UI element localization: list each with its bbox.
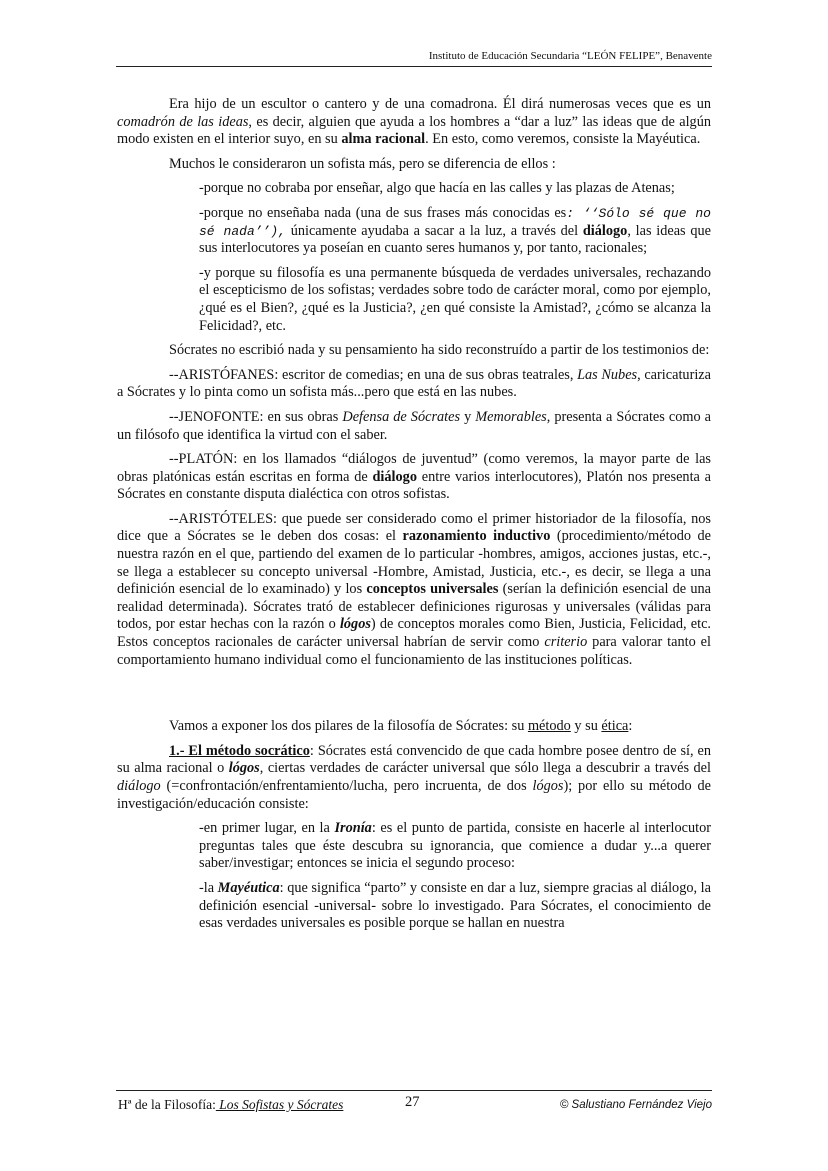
sub-item-no-cobraba: -porque no cobraba por enseñar, algo que hacía en las calles y las plazas de Atenas; [199,180,675,197]
paragraph-aristoteles: --ARISTÓTELES: que puede ser considerado como el primer historiador de la filosofía, nos dice que a Sócrates se le deben dos cosas: el razonamiento inductivo (procedimiento/método de nuestra razón en el que, partiendo del examen de lo particular -hombres, amigos, acciones justas, etc.-, se llega a establecer su concepto universal -Hombre, Amistad, Justicia, etc.-, es decir, se llega a una definición esencial de lo examinado) y los conceptos universales (serían la definición esencial de una realidad determinada). Sócrates trató de establecer definiciones rigurosas y universales (válidas para todos, por estar hechas con la razón o lógos) de conceptos morales como Bien, Justicia, Felicidad, etc. Estos conceptos racionales de carácter universal habrían de servir como criterio para valorar tanto el comportamiento humano individual como el funcionamiento de las instituciones políticas. [117,510,711,668]
paragraph-platon: --PLATÓN: en los llamados “diálogos de juventud” (como veremos, la mayor parte de las obras platónicas están escritas en forma de diálogo entre varios interlocutores), Platón nos presenta a Sócrates en constante disputa dialéctica con otros sofistas. [117,451,711,503]
section-heading-metodo: 1.- El método socrático [169,742,310,759]
paragraph-jenofonte: --JENOFONTE: en sus obras Defensa de Sócrates y Memorables, presenta a Sócrates como a un filósofo que identifica la virtud con el saber. [117,408,712,443]
paragraph-sofista: Muchos le consideraron un sofista más, pero se diferencia de ellos : [169,155,556,172]
section-spacer [117,676,711,718]
paragraph-birth: Era hijo de un escultor o cantero y de una comadrona. Él dirá numerosas veces que es un comadrón de las ideas, es decir, alguien que ayuda a los hombres a “dar a luz” las ideas que de algún modo existen en el interior suyo, en su alma racional. En esto, como veremos, consiste la Mayéutica. [117,96,711,148]
footer-course-title: Hª de la Filosofía: Los Sofistas y Sócrates [118,1097,344,1112]
page-number: 27 [405,1094,420,1110]
header-institution: Instituto de Educación Secundaria “LEÓN FELIPE”, Benavente [428,50,712,62]
sub-item-ironia: -en primer lugar, en la Ironía: es el punto de partida, consiste en hacerle al interlocutor preguntas tales que éste descubra su ignorancia, que comience a dudar y...a querer saber/investigar; entonces se inicia el segundo proceso: [199,820,711,872]
paragraph-testimonios: Sócrates no escribió nada y su pensamiento ha sido reconstruído a partir de los testimonios de: [169,342,710,359]
paragraph-pilares: Vamos a exponer los dos pilares de la filosofía de Sócrates: su método y su ética: [169,718,633,735]
sub-item-busqueda: -y porque su filosofía es una permanente búsqueda de verdades universales, rechazando el escepticismo de los sofistas; verdades sobre todo de carácter moral, como por ejemplo, ¿qué es el Bien?, ¿qué es la Justicia?, ¿en qué consiste la Amistad?, ¿cómo se alcanza la Felicidad?, etc. [199,264,711,334]
paragraph-aristofanes: --ARISTÓFANES: escritor de comedias; en una de sus obras teatrales, Las Nubes, caricaturiza a Sócrates y lo pinta como un sofista más...pero que está en las nubes. [117,366,711,401]
page-footer [116,1090,712,1113]
footer-author: © Salustiano Fernández Viejo [559,1099,712,1111]
sub-item-mayeutica: -la Mayéutica: que significa “parto” y consiste en dar a luz, siempre gracias al diálogo, la definición esencial -universal- sobre lo investigado. Para Sócrates, el conocimiento de esas verdades universales es posible porque se hallan en nuestra [199,879,711,932]
document-body [117,96,711,940]
paragraph-metodo-socratico: 1.- El método socrático: Sócrates está convencido de que cada hombre posee dentro de sí, en su alma racional o lógos, ciertas verdades de carácter universal que sólo llega a descubrir a través del diálogo (=confrontación/enfrentamiento/lucha, pero incruenta, de dos lógos); por ello su método de investigación/educación consiste: [117,742,711,812]
page-header [116,50,712,67]
sub-item-no-ensenaba: -porque no enseñaba nada (una de sus frases más conocidas es: ‘‘Sólo sé que no sé nada’’), únicamente ayudaba a sacar a la luz, a través del diálogo, las ideas que sus interlocutores ya poseían en cuanto seres humanos y, por tanto, racionales; [199,204,711,257]
